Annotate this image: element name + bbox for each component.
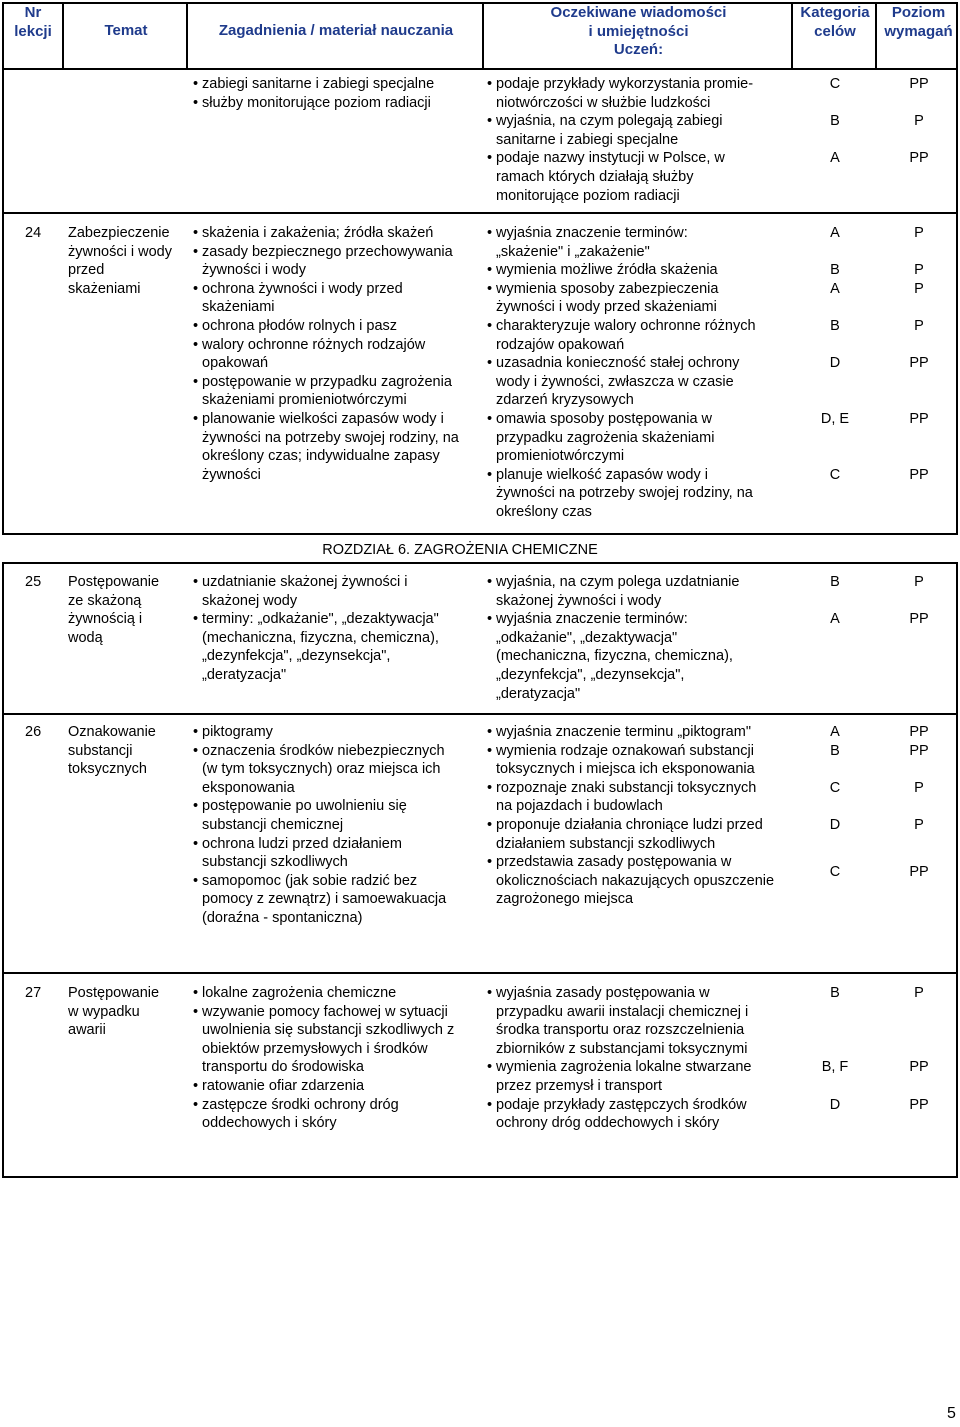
- list-item: [192, 280, 482, 317]
- bullet-icon: •: [193, 798, 199, 815]
- bullet-icon: •: [487, 280, 493, 297]
- category-mark: C: [829, 863, 841, 880]
- lesson-topic: Postępowanie ze skażoną żywnością i wodą: [68, 574, 160, 646]
- bullet-icon: •: [487, 262, 493, 279]
- list-item-text: zasady bezpiecznego przechowywania żywności i wody: [202, 243, 453, 279]
- bullet-icon: •: [193, 94, 199, 111]
- rule: [2, 1176, 958, 1178]
- lesson-expectations: [486, 573, 791, 703]
- list-item: [486, 354, 791, 410]
- lesson-content: [192, 984, 482, 1133]
- rule: [2, 68, 958, 70]
- list-item-text: służby monitorujące poziom radiacji: [202, 94, 431, 111]
- category-mark: B: [830, 113, 840, 130]
- bullet-icon: •: [487, 355, 493, 372]
- rule: [62, 2, 64, 70]
- list-item-text: wzywanie pomocy fachowej w sytuacji uwolnienia się substancji szkodliwych z obiektów przemysłowych i środków transportu do środowiska: [202, 1003, 455, 1076]
- list-item: [192, 573, 482, 610]
- list-item: [486, 779, 791, 816]
- category-mark: A: [830, 225, 840, 241]
- list-item: [192, 373, 482, 410]
- list-item-text: omawia sposoby postępowania w przypadku zagrożenia skażeniami promieniotwórczymi: [496, 410, 715, 465]
- level-mark: P: [914, 779, 924, 796]
- bullet-icon: •: [487, 1096, 493, 1113]
- rule: [2, 713, 958, 715]
- list-item-text: rozpoznaje znaki substancji toksycznych na pojazdach i budowlach: [496, 779, 757, 815]
- lesson-levels: [880, 224, 958, 524]
- list-item: [192, 742, 482, 798]
- list-item-text: piktogramy: [202, 724, 273, 740]
- rule: [2, 2, 4, 70]
- list-item-text: terminy: „odkażanie", „dezaktywacja" (mechaniczna, fizyczna, chemiczna), „dezynfekcja", „dezynsekcja", „deratyzacja": [202, 611, 439, 683]
- list-item: [192, 723, 482, 742]
- bullet-icon: •: [193, 1003, 199, 1020]
- list-item-text: samopomoc (jak sobie radzić bez pomocy z zewnątrz) i samoewakuacja (doraźna - spontaniczna): [202, 872, 447, 926]
- bullet-icon: •: [487, 816, 493, 833]
- continuation-expect: [486, 75, 791, 205]
- bullet-icon: •: [193, 872, 199, 889]
- rule: [482, 2, 484, 70]
- list-item: [486, 317, 791, 354]
- bullet-icon: •: [487, 724, 493, 740]
- list-item: [486, 261, 791, 280]
- category-mark: D: [829, 1096, 841, 1113]
- bullet-icon: •: [487, 574, 493, 590]
- list-item-text: planowanie wielkości zapasów wody i żywności na potrzeby swojej rodziny, na określony czas; indywidualne zapasy żywności: [202, 410, 459, 483]
- header-content: Zagadnienia / materiał nauczania: [218, 22, 454, 39]
- list-item: [486, 280, 791, 317]
- bullet-icon: •: [487, 76, 493, 92]
- bullet-icon: •: [193, 611, 199, 628]
- list-item: [486, 466, 791, 522]
- rule: [2, 533, 958, 535]
- lesson-expectations: [486, 723, 791, 909]
- list-item: [192, 1003, 482, 1077]
- list-item: [192, 336, 482, 373]
- list-item: [486, 1096, 791, 1133]
- list-item-text: wyjaśnia, na czym polega uzdatnianie skażonej żywności i wody: [496, 574, 740, 609]
- list-item: [192, 610, 482, 684]
- rule: [791, 2, 793, 70]
- lesson-content: [192, 573, 482, 685]
- bullet-icon: •: [487, 742, 493, 759]
- list-item-text: podaje przykłady wykorzystania promie- niotwórczości w służbie ludzkości: [496, 76, 754, 111]
- list-item: [486, 224, 791, 261]
- list-item-text: zastępcze środki ochrony dróg oddechowych i skóry: [202, 1096, 399, 1132]
- bullet-icon: •: [193, 835, 199, 852]
- list-item-text: wyjaśnia, na czym polegają zabiegi sanitarne i zabiegi specjalne: [496, 113, 723, 148]
- list-item-text: wyjaśnia znaczenie terminu „piktogram": [496, 724, 751, 740]
- list-item: [192, 410, 482, 484]
- header-expect: Oczekiwane wiadomości i umiejętności Uczeń:: [550, 4, 727, 59]
- lesson-categories: [795, 224, 875, 524]
- rule: [2, 212, 958, 214]
- category-mark: B: [830, 985, 840, 1001]
- bullet-icon: •: [193, 373, 199, 390]
- list-item: [192, 317, 482, 336]
- list-item: [486, 112, 791, 149]
- list-item: [486, 853, 791, 909]
- list-item-text: charakteryzuje walory ochronne różnych rodzajów opakowań: [496, 317, 756, 353]
- bullet-icon: •: [193, 76, 199, 92]
- header-category: Kategoria celów: [800, 4, 870, 40]
- lesson-topic: Postępowanie w wypadku awarii: [68, 985, 160, 1039]
- list-item: [192, 224, 482, 243]
- list-item-text: podaje przykłady zastępczych środków ochrony dróg oddechowych i skóry: [496, 1096, 747, 1132]
- level-mark: P: [914, 817, 924, 833]
- list-item-text: wyjaśnia zasady postępowania w przypadku awarii instalacji chemicznej i środka transportu oraz rozszczelnienia zbiorników z substancjami toksycznymi: [496, 985, 749, 1057]
- bullet-icon: •: [487, 779, 493, 796]
- lesson-number: 27: [25, 985, 42, 1001]
- lesson-categories: [795, 984, 875, 1134]
- list-item: [192, 94, 482, 113]
- level-mark: PP: [909, 150, 929, 167]
- bullet-icon: •: [487, 1059, 493, 1076]
- category-mark: A: [830, 280, 840, 297]
- level-mark: P: [914, 262, 924, 279]
- bullet-icon: •: [193, 243, 199, 260]
- list-item: [486, 742, 791, 779]
- lesson-levels: [880, 573, 958, 703]
- level-mark: P: [914, 113, 924, 130]
- level-mark: PP: [909, 76, 929, 92]
- list-item-text: wyjaśnia znaczenie terminów: „odkażanie", „dezaktywacja" (mechaniczna, fizyczna, chemiczna), „dezynfekcja", „dezynsekcja", „deratyzacja": [496, 611, 733, 702]
- bullet-icon: •: [193, 985, 199, 1001]
- level-mark: P: [914, 574, 924, 590]
- continuation-categories: [795, 75, 875, 205]
- bullet-icon: •: [193, 317, 199, 334]
- lesson-categories: [795, 573, 875, 703]
- lesson-topic: Zabezpieczenie żywności i wody przed skażeniami: [68, 225, 172, 297]
- rule: [2, 562, 4, 1178]
- rule: [2, 68, 4, 534]
- rule: [2, 2, 958, 4]
- bullet-icon: •: [193, 225, 199, 241]
- level-mark: P: [914, 985, 924, 1001]
- list-item-text: uzdatnianie skażonej żywności i skażonej wody: [202, 574, 408, 609]
- list-item-text: planuje wielkość zapasów wody i żywności na potrzeby swojej rodziny, na określony czas: [496, 466, 753, 520]
- page-number: 5: [947, 1405, 956, 1422]
- list-item: [486, 723, 791, 742]
- list-item-text: ochrona ludzi przed działaniem substancji szkodliwych: [202, 835, 402, 871]
- list-item: [192, 835, 482, 872]
- bullet-icon: •: [193, 1077, 199, 1094]
- lesson-categories: [795, 723, 875, 923]
- bullet-icon: •: [487, 854, 493, 871]
- header-level: Poziom wymagań: [884, 4, 953, 40]
- rule: [956, 2, 958, 70]
- list-item-text: ratowanie ofiar zdarzenia: [202, 1077, 365, 1094]
- category-mark: A: [830, 150, 840, 167]
- list-item-text: uzasadnia konieczność stałej ochrony wody i żywności, zwłaszcza w czasie zdarzeń kryzysowych: [496, 355, 740, 409]
- bullet-icon: •: [193, 724, 199, 740]
- bullet-icon: •: [193, 336, 199, 353]
- category-mark: B, F: [821, 1059, 849, 1076]
- category-mark: B: [830, 574, 840, 590]
- category-mark: B: [830, 742, 840, 759]
- bullet-icon: •: [193, 280, 199, 297]
- list-item: [486, 1058, 791, 1095]
- bullet-icon: •: [487, 113, 493, 130]
- bullet-icon: •: [487, 317, 493, 334]
- lesson-number: 26: [25, 724, 42, 740]
- list-item-text: ochrona żywności i wody przed skażeniami: [202, 280, 403, 316]
- list-item: [486, 149, 791, 205]
- list-item: [486, 410, 791, 466]
- list-item: [192, 75, 482, 94]
- level-mark: PP: [909, 863, 929, 880]
- rule: [2, 972, 958, 974]
- list-item-text: postępowanie w przypadku zagrożenia skażeniami promieniotwórczymi: [202, 373, 452, 409]
- continuation-levels: [880, 75, 958, 205]
- level-mark: PP: [909, 466, 929, 483]
- category-mark: A: [830, 724, 840, 740]
- list-item: [192, 797, 482, 834]
- level-mark: PP: [909, 411, 929, 427]
- level-mark: PP: [909, 611, 929, 628]
- level-mark: PP: [909, 742, 929, 759]
- list-item-text: przedstawia zasady postępowania w okolicznościach nakazujących opuszczenie zagrożonego miejsca: [496, 854, 775, 908]
- rule: [875, 2, 877, 70]
- category-mark: B: [830, 262, 840, 279]
- level-mark: P: [914, 318, 924, 334]
- list-item-text: postępowanie po uwolnieniu się substancji chemicznej: [202, 798, 407, 833]
- list-item: [192, 872, 482, 928]
- header-topic: Temat: [104, 22, 148, 39]
- bullet-icon: •: [487, 410, 493, 427]
- bullet-icon: •: [487, 466, 493, 483]
- category-mark: C: [829, 466, 841, 483]
- lesson-content: [192, 723, 482, 928]
- bullet-icon: •: [193, 742, 199, 759]
- bullet-icon: •: [193, 1096, 199, 1113]
- list-item-text: lokalne zagrożenia chemiczne: [202, 985, 397, 1001]
- list-item-text: podaje nazwy instytucji w Polsce, w ramach których działają służby monitorujące poziom radiacji: [496, 150, 725, 204]
- list-item-text: ochrona płodów rolnych i pasz: [202, 317, 398, 334]
- list-item-text: proponuje działania chroniące ludzi przed działaniem substancji szkodliwych: [496, 816, 763, 852]
- lesson-number: 25: [25, 574, 42, 590]
- rule: [2, 562, 958, 564]
- category-mark: D: [829, 817, 841, 833]
- list-item: [192, 984, 482, 1003]
- list-item-text: wymienia zagrożenia lokalne stwarzane przez przemysł i transport: [496, 1059, 752, 1094]
- level-mark: PP: [909, 1059, 929, 1076]
- rule: [186, 2, 188, 70]
- lesson-content: [192, 224, 482, 484]
- list-item-text: zabiegi sanitarne i zabiegi specjalne: [202, 76, 435, 92]
- chapter-heading: ROZDZIAŁ 6. ZAGROŻENIA CHEMICZNE: [322, 542, 598, 558]
- lesson-topic: Oznakowanie substancji toksycznych: [68, 724, 156, 778]
- category-mark: C: [829, 76, 841, 92]
- list-item: [486, 75, 791, 112]
- level-mark: PP: [909, 355, 929, 372]
- list-item: [486, 816, 791, 853]
- lesson-number: 24: [25, 225, 42, 241]
- list-item: [192, 243, 482, 280]
- bullet-icon: •: [193, 410, 199, 427]
- list-item: [486, 573, 791, 610]
- list-item: [486, 984, 791, 1058]
- bullet-icon: •: [487, 611, 493, 628]
- list-item-text: wyjaśnia znaczenie terminów: „skażenie" i „zakażenie": [496, 225, 688, 260]
- list-item-text: wymienia rodzaje oznakowań substancji toksycznych i miejsca ich eksponowania: [496, 742, 755, 778]
- lesson-levels: [880, 723, 958, 923]
- bullet-icon: •: [487, 985, 493, 1001]
- level-mark: P: [914, 280, 924, 297]
- lesson-levels: [880, 984, 958, 1134]
- level-mark: P: [914, 225, 924, 241]
- list-item: [486, 610, 791, 703]
- bullet-icon: •: [193, 574, 199, 590]
- list-item-text: wymienia sposoby zabezpieczenia żywności i wody przed skażeniami: [496, 280, 719, 316]
- category-mark: B: [830, 318, 840, 334]
- category-mark: D, E: [820, 411, 850, 427]
- continuation-content: [192, 75, 482, 112]
- level-mark: PP: [909, 724, 929, 740]
- list-item-text: oznaczenia środków niebezpiecznych (w tym toksycznych) oraz miejsca ich eksponowania: [202, 742, 445, 796]
- list-item: [192, 1077, 482, 1096]
- lesson-expectations: [486, 224, 791, 522]
- category-mark: A: [830, 611, 840, 628]
- lesson-expectations: [486, 984, 791, 1133]
- bullet-icon: •: [487, 150, 493, 167]
- category-mark: D: [829, 355, 841, 372]
- list-item-text: walory ochronne różnych rodzajów opakowań: [202, 336, 426, 372]
- list-item-text: skażenia i zakażenia; źródła skażeń: [202, 225, 434, 241]
- list-item: [192, 1096, 482, 1133]
- list-item-text: wymienia możliwe źródła skażenia: [496, 262, 718, 279]
- level-mark: PP: [909, 1096, 929, 1113]
- header-nr: Nr lekcji: [14, 4, 52, 40]
- category-mark: C: [829, 779, 841, 796]
- bullet-icon: •: [487, 225, 493, 241]
